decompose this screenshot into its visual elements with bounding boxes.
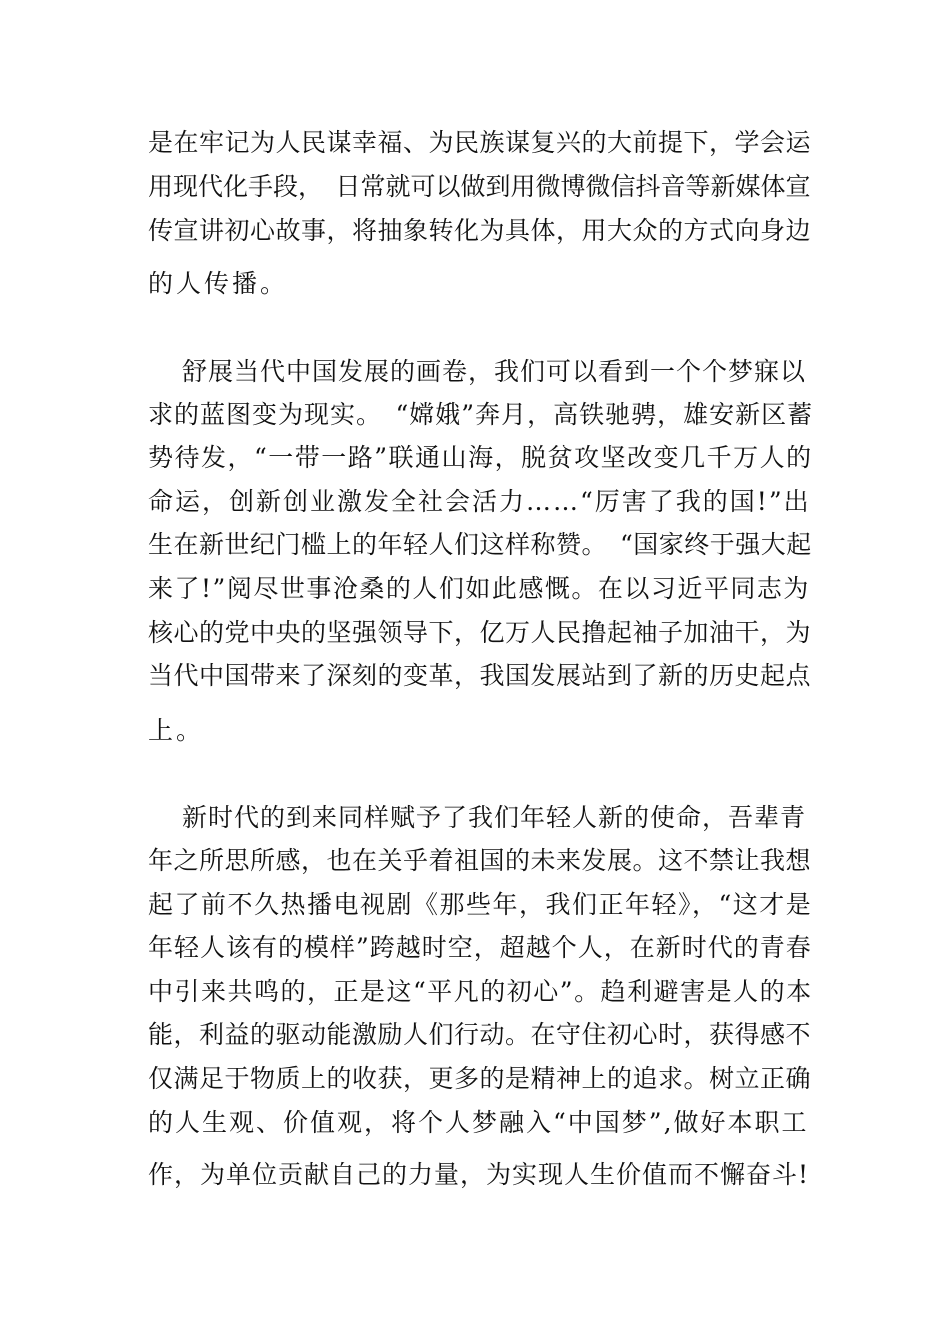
text-line: 年之所思所感，也在关乎着祖国的未来发展。这不禁让我想 — [148, 846, 812, 875]
text-line: 生在新世纪门槛上的年轻人们这样称赞。 “国家终于强大起 — [148, 530, 812, 559]
text-line: 求的蓝图变为现实。 “嫦娥”奔月，高铁驰骋，雄安新区蓄 — [148, 400, 814, 429]
text-line: 年轻人该有的模样”跨越时空，超越个人，在新时代的青春 — [148, 933, 812, 962]
text-line: 上。 — [148, 716, 205, 745]
text-line: 是在牢记为人民谋幸福、为民族谋复兴的大前提下，学会运 — [148, 128, 812, 157]
text-line: 新时代的到来同样赋予了我们年轻人新的使命，吾辈青 — [182, 803, 807, 832]
text-line: 当代中国带来了深刻的变革，我国发展站到了新的历史起点 — [148, 661, 812, 690]
text-line: 作，为单位贡献自己的力量，为实现人生价值而不懈奋斗! — [148, 1160, 810, 1189]
text-line: 舒展当代中国发展的画卷，我们可以看到一个个梦寐以 — [182, 357, 807, 386]
text-line: 起了前不久热播电视剧《那些年，我们正年轻》，“这才是 — [148, 890, 813, 919]
text-line: 来了!”阅尽世事沧桑的人们如此感慨。在以习近平同志为 — [148, 574, 810, 603]
text-line: 用现代化手段， 日常就可以做到用微博微信抖音等新媒体宣 — [148, 172, 811, 201]
text-line: 的人传播。 — [148, 269, 289, 298]
text-line: 中引来共鸣的，正是这“平凡的初心”。趋利避害是人的本 — [148, 977, 813, 1006]
text-line: 的人生观、价值观，将个人梦融入“中国梦”,做好本职工 — [148, 1108, 809, 1137]
text-line: 核心的党中央的坚强领导下，亿万人民撸起袖子加油干，为 — [148, 618, 812, 647]
text-line: 命运，创新创业激发全社会活力……“厉害了我的国!”出 — [148, 487, 811, 516]
text-line: 传宣讲初心故事，将抽象转化为具体，用大众的方式向身边 — [148, 216, 812, 245]
text-line: 仅满足于物质上的收获，更多的是精神上的追求。树立正确 — [148, 1064, 812, 1093]
text-line: 能，利益的驱动能激励人们行动。在守住初心时，获得感不 — [148, 1020, 812, 1049]
text-line: 势待发，“一带一路”联通山海，脱贫攻坚改变几千万人的 — [148, 443, 813, 472]
